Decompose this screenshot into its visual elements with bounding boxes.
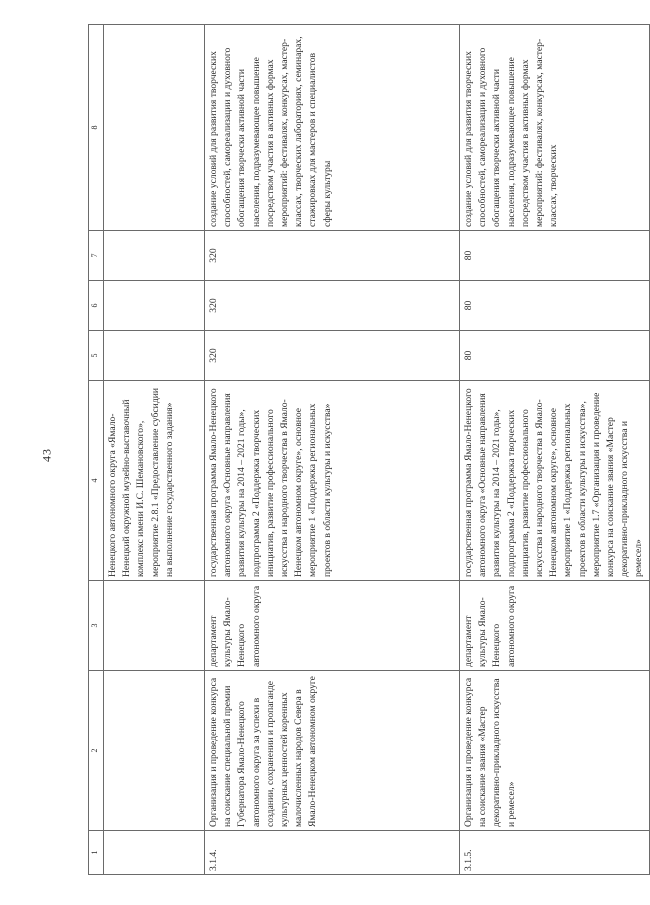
row-number: 3.1.4. bbox=[205, 831, 460, 875]
header-cell: 8 bbox=[89, 25, 104, 231]
expected-result: создание условий для развития творческих способностей, самореализации и духовного обогащения творчески активной части населения, подразумевающее повышение посредством участия в активных формах мероприятий: фестивалях, конкурсах, мастер-классах, творческих лабораториях, семинарах, стажировках для мастеров и специалистов сферы культуры bbox=[205, 25, 460, 231]
table-row bbox=[205, 25, 460, 875]
funding-value: 80 bbox=[460, 231, 650, 281]
funding-value: 320 bbox=[205, 231, 460, 281]
header-row bbox=[89, 25, 104, 875]
executor: департамент культуры Ямало-Ненецкого автономного округа bbox=[460, 581, 650, 671]
header-cell: 2 bbox=[89, 671, 104, 831]
measures-table bbox=[88, 24, 650, 875]
measure-name: Организация и проведение конкурса на соискание специальной премии Губернатора Ямало-Ненецкого автономного округа за успехи в создании, сохранении и пропаганде культурных ценностей коренных малочисленных народов Севера в Ямало-Ненецком автономном округе bbox=[205, 671, 460, 831]
header-cell: 6 bbox=[89, 281, 104, 331]
header-cell: 3 bbox=[89, 581, 104, 671]
page-number: 43 bbox=[39, 448, 54, 462]
header-cell: 1 bbox=[89, 831, 104, 875]
continuation-row bbox=[104, 25, 205, 875]
program-reference: государственная программа Ямало-Ненецкого автономного округа «Основные направления развития культуры на 2014 – 2021 годы», подпрограмма 2 «Поддержка творческих инициатив, развитие профессионального искусства и народного творчества в Ямало-Ненецком автономном округе», основное мероприятие 1 «Поддержка региональных проектов в области культуры и искусства», мероприятие 1.7 «Организация и проведение конкурса на соискание звания «Мастер декоративно-прикладного искусства и ремесел» bbox=[460, 381, 650, 581]
rotated-table-wrapper bbox=[88, 25, 645, 875]
program-reference: государственная программа Ямало-Ненецкого автономного округа «Основные направления развития культуры на 2014 – 2021 годы», подпрограмма 2 «Поддержка творческих инициатив, развитие профессионального искусства и народного творчества в Ямало-Ненецком автономном округе», основное мероприятие 1 «Поддержка региональных проектов в области культуры и искусства» bbox=[205, 381, 460, 581]
funding-value: 80 bbox=[460, 281, 650, 331]
executor: департамент культуры Ямало-Ненецкого автономного округа bbox=[205, 581, 460, 671]
table-row bbox=[460, 25, 650, 875]
header-cell: 7 bbox=[89, 231, 104, 281]
row-number: 3.1.5. bbox=[460, 831, 650, 875]
continuation-text: Ненецкого автономного округа «Ямало-Ненецкий окружной музейно-выставочный комплекс имени И.С. Шемановского», мероприятие 2.8.1 «Предоставление субсидии на выполнение государственного задания» bbox=[104, 381, 205, 581]
funding-value: 80 bbox=[460, 331, 650, 381]
header-cell: 4 bbox=[89, 381, 104, 581]
funding-value: 320 bbox=[205, 331, 460, 381]
header-cell: 5 bbox=[89, 331, 104, 381]
funding-value: 320 bbox=[205, 281, 460, 331]
measure-name: Организация и проведение конкурса на соискание звания «Мастер декоративно-прикладного искусства и ремесел» bbox=[460, 671, 650, 831]
expected-result: создание условий для развития творческих способностей, самореализации и духовного обогащения творчески активной части населения, подразумевающее повышение посредством участия в активных формах мероприятий: фестивалях, конкурсах, мастер-классах, творческих bbox=[460, 25, 650, 231]
